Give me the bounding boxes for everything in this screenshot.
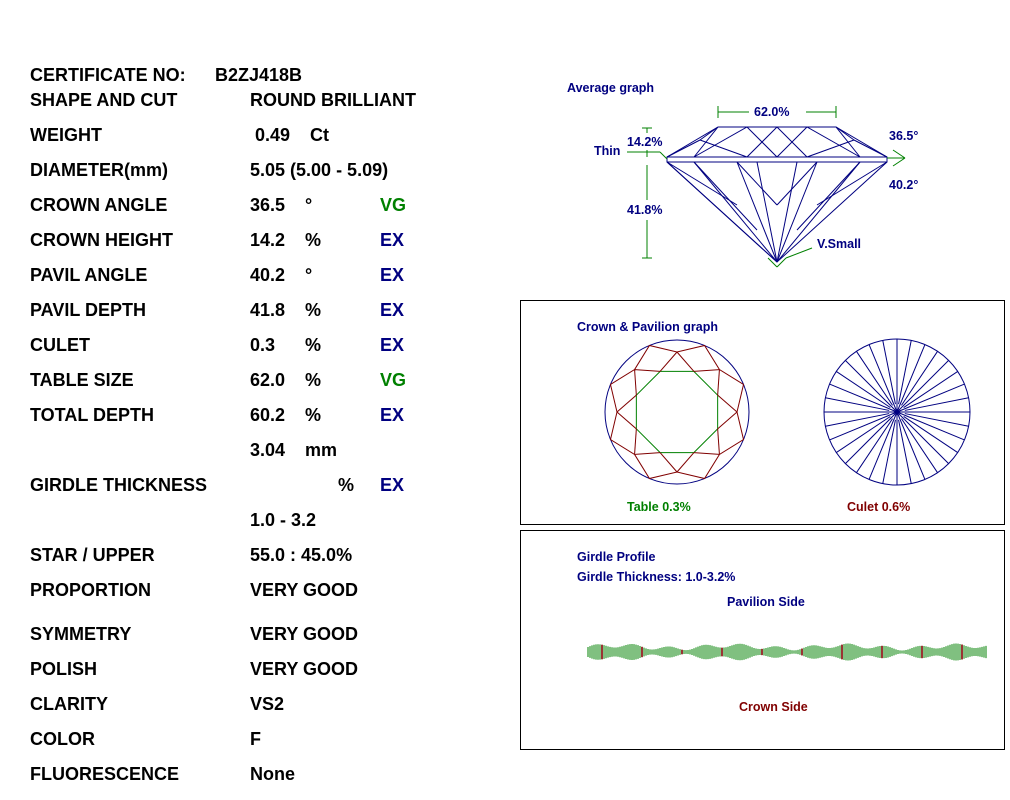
row-value: 1.0 - 3.2 xyxy=(250,510,317,530)
row-grade: EX xyxy=(380,230,405,250)
row-value: None xyxy=(250,764,295,784)
table-percent-label: 62.0% xyxy=(754,105,790,119)
girdle-thickness-caption: Girdle Thickness: 1.0-3.2% xyxy=(577,570,736,584)
pavilion-depth-label: 41.8% xyxy=(627,203,663,217)
crown-pavilion-title: Crown & Pavilion graph xyxy=(577,320,718,334)
row-value: % xyxy=(338,475,355,495)
row-value: 36.5 ° xyxy=(250,195,313,215)
girdle-profile-title: Girdle Profile xyxy=(577,550,656,564)
row-grade: VG xyxy=(380,195,407,215)
row-label: TOTAL DEPTH xyxy=(30,405,155,425)
row-value: 41.8 % xyxy=(250,300,322,320)
row-label: STAR / UPPER xyxy=(30,545,155,565)
certificate-label: CERTIFICATE NO: xyxy=(30,65,186,85)
row-label: CROWN HEIGHT xyxy=(30,230,173,250)
row-value: 60.2 % xyxy=(250,405,322,425)
row-grade: EX xyxy=(380,335,405,355)
row-value: 3.04 mm xyxy=(250,440,338,460)
row-value: 14.2 % xyxy=(250,230,322,250)
row-value: 0.3 % xyxy=(250,335,322,355)
crown-angle-label: 36.5° xyxy=(889,129,919,143)
row-label: PROPORTION xyxy=(30,580,152,600)
row-label: DIAMETER(mm) xyxy=(30,160,168,180)
row-value: 40.2 ° xyxy=(250,265,313,285)
pavilion-angle-label: 40.2° xyxy=(889,178,919,192)
culet-size-caption: Culet 0.6% xyxy=(847,500,911,514)
row-grade: VG xyxy=(380,370,407,390)
pavilion-side-label: Pavilion Side xyxy=(727,595,805,609)
row-label: SHAPE AND CUT xyxy=(30,90,178,110)
row-value: 62.0 % xyxy=(250,370,322,390)
table-size-caption: Table 0.3% xyxy=(627,500,691,514)
girdle-thin-label: Thin xyxy=(594,144,621,158)
row-label: PAVIL DEPTH xyxy=(30,300,147,320)
row-label: GIRDLE THICKNESS xyxy=(30,475,208,495)
row-value: VERY GOOD xyxy=(250,580,359,600)
row-grade: EX xyxy=(380,300,405,320)
row-grade: EX xyxy=(380,405,405,425)
row-label: CULET xyxy=(30,335,90,355)
row-label: CLARITY xyxy=(30,694,108,714)
row-label: FLUORESCENCE xyxy=(30,764,180,784)
row-value: VS2 xyxy=(250,694,285,714)
row-value: 55.0 : 45.0% xyxy=(250,545,353,565)
row-label: PAVIL ANGLE xyxy=(30,265,148,285)
average-graph-title: Average graph xyxy=(567,81,655,95)
certificate-number: B2ZJ418B xyxy=(215,65,303,85)
row-grade: EX xyxy=(380,475,405,495)
row-label: TABLE SIZE xyxy=(30,370,134,390)
row-grade: EX xyxy=(380,265,405,285)
row-value: 0.49 Ct xyxy=(250,125,330,145)
row-value: 5.05 (5.00 - 5.09) xyxy=(250,160,389,180)
row-label: CROWN ANGLE xyxy=(30,195,168,215)
row-value: F xyxy=(250,729,261,749)
row-value: VERY GOOD xyxy=(250,659,359,679)
culet-size-label: V.Small xyxy=(817,237,862,251)
row-label: SYMMETRY xyxy=(30,624,132,644)
crown-side-label: Crown Side xyxy=(739,700,808,714)
crown-height-label: 14.2% xyxy=(627,135,663,149)
row-label: WEIGHT xyxy=(30,125,102,145)
row-label: COLOR xyxy=(30,729,95,749)
row-value: ROUND BRILLIANT xyxy=(250,90,416,110)
row-value: VERY GOOD xyxy=(250,624,359,644)
row-label: POLISH xyxy=(30,659,98,679)
